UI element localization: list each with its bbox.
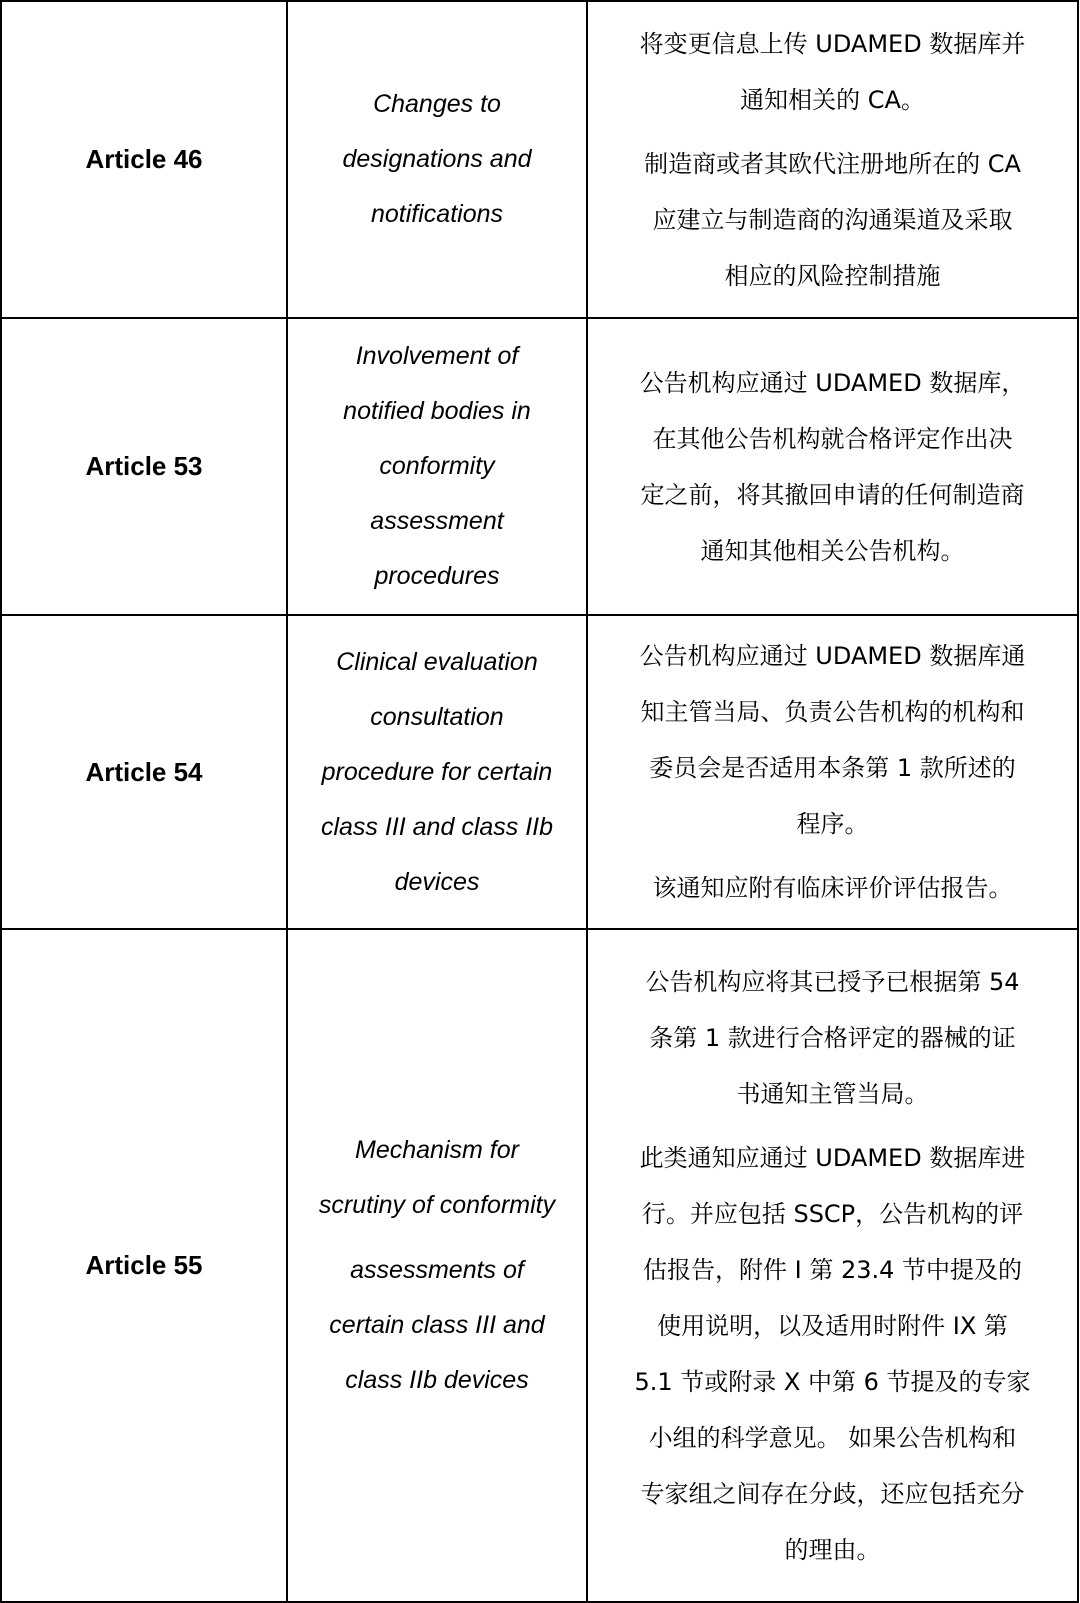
- article-description: [587, 929, 1078, 1602]
- article-number: Article 46: [1, 1, 287, 318]
- description-line: 使用说明，以及适用时附件 IX 第: [657, 1311, 1008, 1340]
- description-line: 定之前，将其撤回申请的任何制造商: [640, 480, 1025, 509]
- description-line: 的理由。: [784, 1535, 881, 1564]
- description-line: 制造商或者其欧代注册地所在的 CA: [644, 149, 1021, 178]
- description-line: 专家组之间存在分歧，还应包括充分: [640, 1479, 1025, 1508]
- article-title: [287, 615, 587, 929]
- article-title-line: assessment: [370, 507, 504, 535]
- table-row-article-53: [1, 318, 1078, 615]
- article-title-line: procedure for certain: [321, 757, 553, 786]
- description-line: 小组的科学意见。 如果公告机构和: [648, 1423, 1017, 1452]
- article-title-line: class III and class IIb: [320, 812, 554, 841]
- description-line: 书通知主管当局。: [736, 1079, 929, 1108]
- article-number: Article 53: [1, 318, 287, 615]
- description-line: 应建立与制造商的沟通渠道及采取: [652, 205, 1013, 234]
- description-line: 条第 1 款进行合格评定的器械的证: [649, 1023, 1016, 1052]
- description-paragraph: [588, 355, 1077, 579]
- description-paragraph: [588, 16, 1077, 128]
- description-line: 公告机构应通过 UDAMED 数据库通: [639, 642, 1026, 670]
- table-row-article-55: [1, 929, 1078, 1602]
- article-number: Article 55: [1, 929, 287, 1602]
- article-title-line: Mechanism for: [355, 1136, 519, 1164]
- article-title-line: Clinical evaluation: [336, 647, 538, 676]
- article-title-line: designations and: [342, 145, 532, 173]
- article-title-line: conformity: [379, 452, 495, 480]
- article-title-line: assessments of: [350, 1256, 524, 1284]
- description-line: 此类通知应通过 UDAMED 数据库进: [639, 1143, 1026, 1172]
- description-line: 通知其他相关公告机构。: [700, 536, 965, 565]
- article-title-line: scrutiny of conformity: [318, 1191, 556, 1219]
- article-title-line: consultation: [370, 702, 504, 731]
- article-title-line: notified bodies in: [343, 397, 531, 425]
- table-row-article-54: [1, 615, 1078, 929]
- description-line: 估报告，附件 I 第 23.4 节中提及的: [642, 1255, 1023, 1284]
- article-description: [587, 318, 1078, 615]
- article-title: [287, 929, 587, 1602]
- article-title-line: Involvement of: [355, 342, 519, 370]
- description-paragraph: [588, 628, 1077, 852]
- description-paragraph: [588, 860, 1077, 916]
- article-title-line: devices: [394, 867, 480, 896]
- description-paragraph: [588, 1130, 1077, 1578]
- description-line: 通知相关的 CA。: [740, 85, 925, 114]
- description-line: 将变更信息上传 UDAMED 数据库并: [639, 29, 1026, 58]
- article-description: [587, 1, 1078, 318]
- article-title: [287, 1, 587, 318]
- article-title-line: class IIb devices: [345, 1366, 529, 1394]
- article-title-line: procedures: [374, 562, 500, 590]
- description-line: 公告机构应通过 UDAMED 数据库，: [639, 368, 1026, 397]
- description-line: 5.1 节或附录 X 中第 6 节提及的专家: [634, 1367, 1031, 1396]
- article-title-line: certain class III and: [329, 1311, 545, 1339]
- description-line: 程序。: [796, 810, 869, 838]
- description-line: 知主管当局、负责公告机构的机构和: [640, 698, 1025, 726]
- description-line: 行。并应包括 SSCP，公告机构的评: [641, 1199, 1024, 1228]
- description-line: 公告机构应将其已授予已根据第 54: [645, 967, 1020, 996]
- description-line: 在其他公告机构就合格评定作出决: [652, 424, 1013, 453]
- article-title-line: notifications: [370, 200, 504, 228]
- description-line: 相应的风险控制措施: [724, 261, 941, 290]
- article-number: Article 54: [1, 615, 287, 929]
- description-paragraph: [588, 954, 1077, 1122]
- article-description: [587, 615, 1078, 929]
- description-line: 委员会是否适用本条第 1 款所述的: [649, 754, 1016, 782]
- article-title-line: Changes to: [373, 90, 501, 118]
- table-row-article-46: [1, 1, 1078, 318]
- article-title: [287, 318, 587, 615]
- description-line: 该通知应附有临床评价评估报告。: [652, 874, 1013, 902]
- description-paragraph: [588, 136, 1077, 304]
